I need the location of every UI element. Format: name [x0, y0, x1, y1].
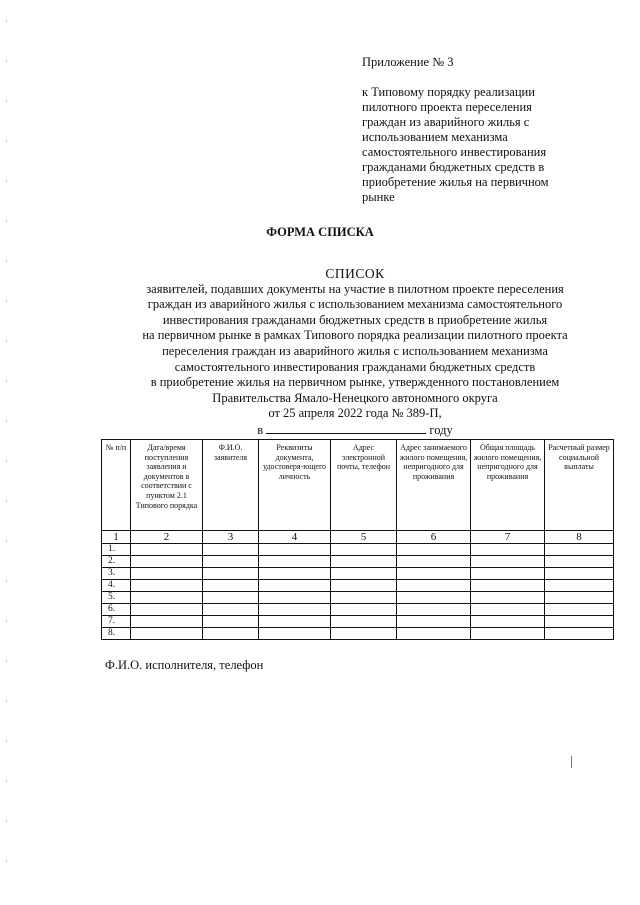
- row-number: 1.: [102, 544, 131, 556]
- table-cell: [259, 628, 331, 640]
- column-number: 2: [131, 531, 203, 544]
- table-cell: [203, 628, 259, 640]
- table-cell: [203, 580, 259, 592]
- form-title: ФОРМА СПИСКА: [266, 225, 374, 239]
- list-line: переселения граждан из аварийного жилья с использованием механизма: [162, 343, 548, 358]
- table-cell: [131, 628, 203, 640]
- table-cell: [131, 604, 203, 616]
- table-cell: [131, 568, 203, 580]
- header-cell-email-phone: Адрес электронной почты, телефон: [331, 440, 397, 531]
- table-cell: [259, 592, 331, 604]
- executor-label: Ф.И.О. исполнителя, телефон: [105, 658, 264, 672]
- table-cell: [131, 544, 203, 556]
- row-number: 8.: [102, 628, 131, 640]
- table-row: [102, 556, 614, 568]
- column-number: 6: [397, 531, 471, 544]
- appendix-block: [362, 55, 602, 205]
- list-line: Правительства Ямало-Ненецкого автономного округа: [212, 390, 498, 405]
- table-cell: [259, 604, 331, 616]
- table-cell: [397, 592, 471, 604]
- column-number: 3: [203, 531, 259, 544]
- list-title-block: [90, 266, 620, 439]
- table-cell: [203, 556, 259, 568]
- table-cell: [131, 556, 203, 568]
- table-cell: [545, 604, 614, 616]
- table-cell: [331, 592, 397, 604]
- year-suffix: году: [429, 422, 453, 437]
- list-line: граждан из аварийного жилья с использованием механизма самостоятельного: [147, 297, 563, 312]
- table-cell: [471, 580, 545, 592]
- column-number: 4: [259, 531, 331, 544]
- table-cell: [331, 616, 397, 628]
- table-cell: [331, 604, 397, 616]
- scan-edge-marks: [6, 20, 7, 880]
- table-cell: [471, 604, 545, 616]
- table-cell: [259, 580, 331, 592]
- list-line: на первичном рынке в рамках Типового порядка реализации пилотного проекта: [142, 328, 568, 343]
- row-number: 7.: [102, 616, 131, 628]
- appendix-line: использованием механизма: [362, 130, 508, 144]
- column-number: 5: [331, 531, 397, 544]
- table-cell: [331, 580, 397, 592]
- table-row: [102, 544, 614, 556]
- table-cell: [545, 568, 614, 580]
- header-cell-datetime: Дата/время поступления заявления и документов в соответствии с пунктом 2.1 Типового порядка: [131, 440, 203, 531]
- table-row: [102, 616, 614, 628]
- header-cell-payment: Расчетный размер социальной выплаты: [545, 440, 614, 531]
- table-cell: [259, 616, 331, 628]
- appendix-line: рынке: [362, 190, 395, 204]
- table-cell: [131, 592, 203, 604]
- table-row: [102, 628, 614, 640]
- table-cell: [471, 616, 545, 628]
- list-line: в приобретение жилья на первичном рынке, утвержденного постановлением: [150, 375, 560, 390]
- table-cell: [331, 544, 397, 556]
- row-number: 2.: [102, 556, 131, 568]
- header-cell-fio: Ф.И.О. заявителя: [203, 440, 259, 531]
- list-line: самостоятельного инвестирования гражданами бюджетных средств: [174, 359, 536, 374]
- list-line: от 25 апреля 2022 года № 389-П,: [268, 406, 442, 421]
- table-cell: [471, 628, 545, 640]
- column-number-row: [102, 531, 614, 544]
- appendix-line: гражданами бюджетных средств в: [362, 160, 545, 174]
- table-cell: [397, 604, 471, 616]
- header-cell-area: Общая площадь жилого помещения, непригодного для проживания: [471, 440, 545, 531]
- scan-mark: [571, 756, 572, 768]
- table-cell: [131, 580, 203, 592]
- table-cell: [545, 592, 614, 604]
- table-cell: [203, 616, 259, 628]
- table-cell: [471, 568, 545, 580]
- table-row: [102, 568, 614, 580]
- list-line: инвестирования гражданами бюджетных средств в приобретение жилья: [162, 312, 548, 327]
- appendix-line: самостоятельного инвестирования: [362, 145, 547, 159]
- header-cell-address: Адрес занимаемого жилого помещения, непригодного для проживания: [397, 440, 471, 531]
- table-cell: [331, 628, 397, 640]
- table-cell: [397, 628, 471, 640]
- column-number: 1: [102, 531, 131, 544]
- list-heading: СПИСОК: [325, 266, 385, 281]
- table-cell: [545, 544, 614, 556]
- table-cell: [545, 616, 614, 628]
- applicants-table: [101, 439, 614, 640]
- table-cell: [397, 580, 471, 592]
- header-cell-id-document: Реквизиты документа, удостоверя-ющего личность: [259, 440, 331, 531]
- table-row: [102, 592, 614, 604]
- row-number: 5.: [102, 592, 131, 604]
- appendix-number: Приложение № 3: [362, 55, 454, 69]
- table-cell: [471, 592, 545, 604]
- column-number: 7: [471, 531, 545, 544]
- table-cell: [203, 592, 259, 604]
- table-cell: [397, 568, 471, 580]
- header-cell-number: № п/п: [102, 440, 131, 531]
- table-cell: [397, 544, 471, 556]
- table-cell: [545, 628, 614, 640]
- row-number: 3.: [102, 568, 131, 580]
- table-cell: [471, 556, 545, 568]
- appendix-line: приобретение жилья на первичном: [362, 175, 549, 189]
- column-number: 8: [545, 531, 614, 544]
- row-number: 4.: [102, 580, 131, 592]
- table-cell: [397, 556, 471, 568]
- table-cell: [259, 544, 331, 556]
- table-cell: [131, 616, 203, 628]
- table-cell: [471, 544, 545, 556]
- table-cell: [397, 616, 471, 628]
- table-cell: [203, 544, 259, 556]
- table-cell: [259, 568, 331, 580]
- year-blank: [266, 422, 426, 434]
- table-cell: [331, 556, 397, 568]
- list-line: заявителей, подавших документы на участие в пилотном проекте переселения: [146, 281, 564, 296]
- table-cell: [259, 556, 331, 568]
- table-cell: [545, 580, 614, 592]
- table-cell: [545, 556, 614, 568]
- appendix-line: к Типовому порядку реализации: [362, 85, 535, 99]
- appendix-line: пилотного проекта переселения: [362, 100, 532, 114]
- table-cell: [203, 604, 259, 616]
- appendix-line: граждан из аварийного жилья с: [362, 115, 530, 129]
- table-cell: [203, 568, 259, 580]
- table-row: [102, 604, 614, 616]
- year-prefix: в: [257, 422, 264, 437]
- table-row: [102, 580, 614, 592]
- table-header-row: [102, 440, 614, 531]
- table-cell: [331, 568, 397, 580]
- year-line: [90, 422, 620, 439]
- row-number: 6.: [102, 604, 131, 616]
